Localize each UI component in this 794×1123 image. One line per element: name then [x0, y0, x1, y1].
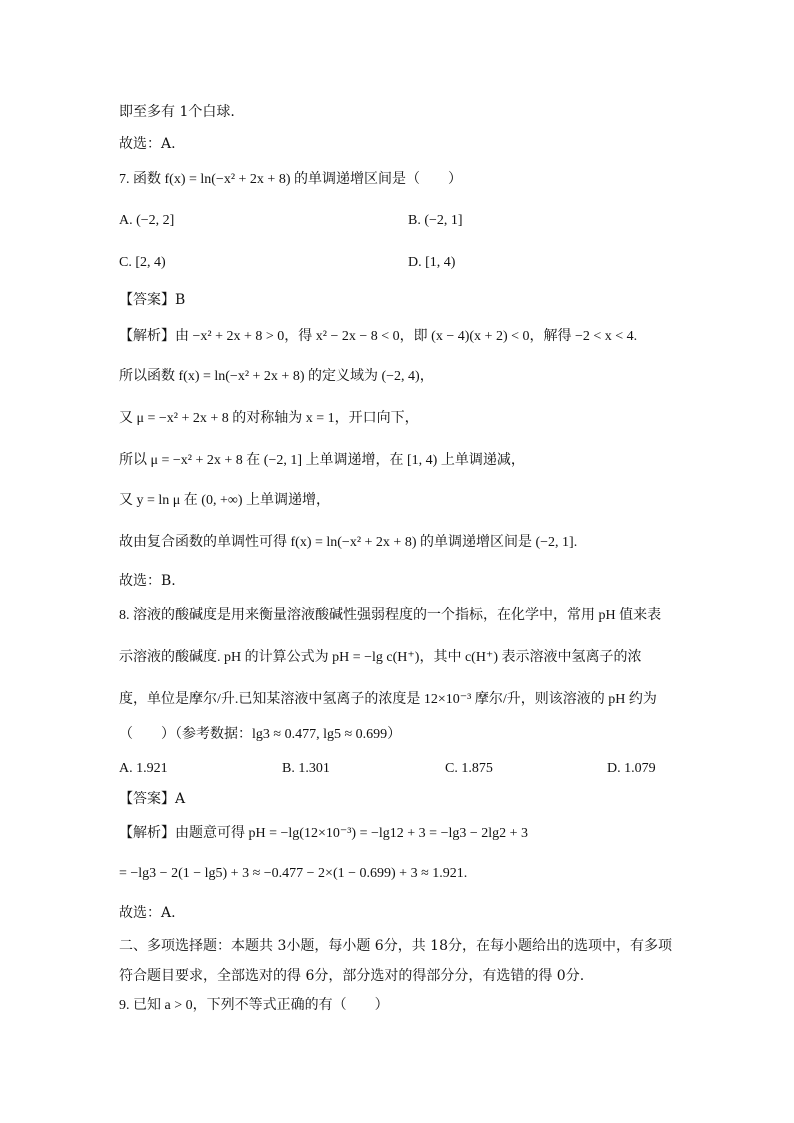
answer-label: 【答案】B [119, 292, 186, 308]
text-line: 即至多有 1个白球. [119, 104, 235, 120]
analysis-line: 【解析】由 −x² + 2x + 8 > 0，得 x² − 2x − 8 < 0，即 (x − 4)(x + 2) < 0，解得 −2 < x < 4. [119, 329, 638, 344]
text-line: 故选：B. [119, 573, 176, 589]
question-9: 9. 已知 a > 0，下列不等式正确的有（ ） [119, 998, 389, 1013]
analysis-line: 故由复合函数的单调性可得 f(x) = ln(−x² + 2x + 8) 的单调递增区间是 (−2, 1]. [119, 535, 578, 550]
option-a: A. (−2, 2] [119, 213, 175, 228]
answer-label: 【答案】A [119, 791, 186, 807]
option-c: C. [2, 4) [119, 255, 166, 270]
question-7: 7. 函数 f(x) = ln(−x² + 2x + 8) 的单调递增区间是（ ） [119, 172, 462, 187]
analysis-line: 又 y = ln μ 在 (0, +∞) 上单调递增， [119, 493, 330, 508]
analysis-line: 【解析】由题意可得 pH = −lg(12×10⁻³) = −lg12 + 3 = −lg3 − 2lg2 + 3 [119, 826, 529, 841]
analysis-line: 所以函数 f(x) = ln(−x² + 2x + 8) 的定义域为 (−2, 4)， [119, 369, 434, 384]
question-8-line: （ ）（参考数据：lg3 ≈ 0.477, lg5 ≈ 0.699） [119, 727, 402, 742]
analysis-line: 又 μ = −x² + 2x + 8 的对称轴为 x = 1，开口向下， [119, 411, 419, 426]
option-a: A. 1.921 [119, 761, 168, 776]
question-8-line: 示溶液的酸碱度. pH 的计算公式为 pH = −lg c(H⁺)，其中 c(H⁺) 表示溶液中氢离子的浓 [119, 650, 642, 665]
question-8: 8. 溶液的酸碱度是用来衡量溶液酸碱性强弱程度的一个指标，在化学中，常用 pH 值来表 [119, 608, 662, 623]
analysis-line: 所以 μ = −x² + 2x + 8 在 (−2, 1] 上单调递增，在 [1, 4) 上单调递减， [119, 453, 525, 468]
text-line: 故选：A. [119, 905, 176, 921]
option-d: D. 1.079 [607, 761, 656, 776]
option-b: B. (−2, 1] [408, 213, 463, 228]
option-d: D. [1, 4) [408, 255, 456, 270]
question-8-line: 度，单位是摩尔/升.已知某溶液中氢离子的浓度是 12×10⁻³ 摩尔/升，则该溶液的 pH 约为 [119, 692, 657, 707]
analysis-line: = −lg3 − 2(1 − lg5) + 3 ≈ −0.477 − 2×(1 − 0.699) + 3 ≈ 1.921. [119, 866, 468, 881]
section-heading-line: 符合题目要求，全部选对的得 6分，部分选对的得部分分，有选错的得 0分. [119, 968, 585, 984]
section-heading: 二、多项选择题：本题共 3小题，每小题 6分，共 18分，在每小题给出的选项中，有多项 [119, 938, 672, 954]
option-c: C. 1.875 [445, 761, 493, 776]
text-line: 故选：A. [119, 136, 176, 152]
option-b: B. 1.301 [282, 761, 330, 776]
